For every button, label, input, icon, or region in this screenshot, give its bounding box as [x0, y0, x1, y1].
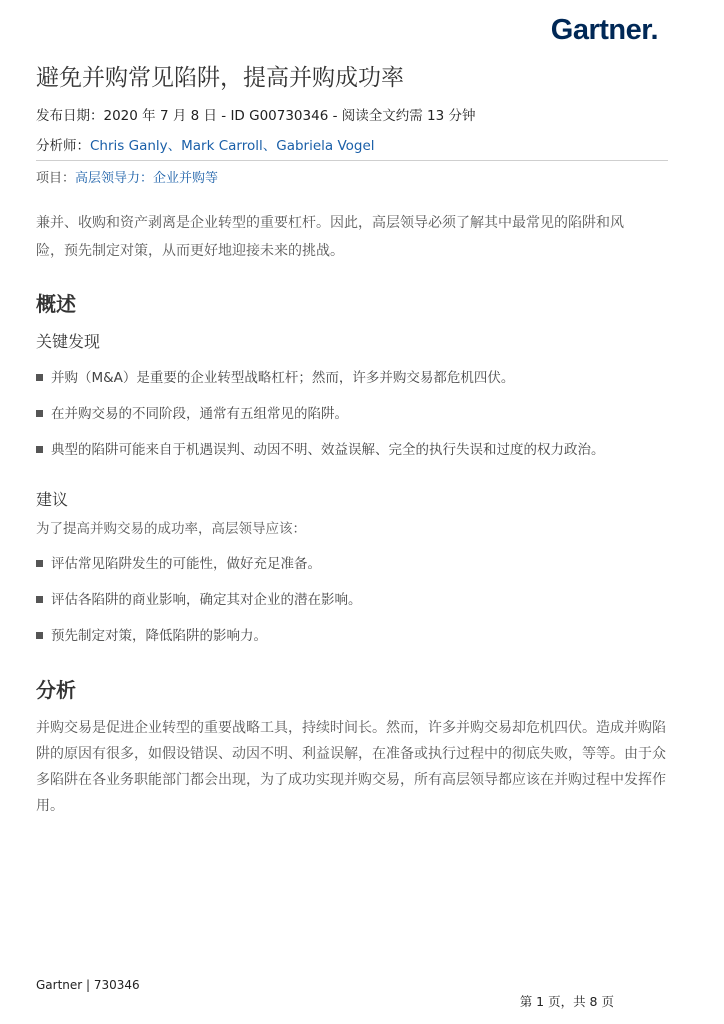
recommendations-heading: 建议 — [36, 490, 69, 509]
footer-doc-id: Gartner | 730346 — [36, 978, 140, 992]
list-item: 预先制定对策，降低陷阱的影响力。 — [36, 623, 641, 649]
key-findings-heading: 关键发现 — [36, 332, 101, 351]
summary-paragraph: 兼并、收购和资产剥离是企业转型的重要杠杆。因此，高层领导必须了解其中最常见的陷阱和风险，预先制定对策，从而更好地迎接未来的挑战。 — [36, 215, 624, 259]
bullet-icon — [36, 596, 43, 603]
document-body — [36, 60, 668, 819]
analysis-paragraph: 并购交易是促进企业转型的重要战略工具，持续时间长。然而，许多并购交易却危机四伏。造成并购陷阱的原因有很多，如假设错误、动因不明、利益误解，在准备或执行过程中的彻底失败，等等。由于众多陷阱在各业务职能部门都会出现，为了成功实现并购交易，所有高层领导都应该在并购过程中发挥作用。 — [36, 720, 666, 814]
recommendations-list — [36, 551, 668, 649]
bullet-icon — [36, 446, 43, 453]
analysts-label: 分析师： — [36, 138, 90, 154]
list-item: 并购（M&A）是重要的企业转型战略杠杆；然而，许多并购交易都危机四伏。 — [36, 365, 641, 391]
list-item: 在并购交易的不同阶段，通常有五组常见的陷阱。 — [36, 401, 641, 427]
list-item: 典型的陷阱可能来自于机遇误判、动因不明、效益误解、完全的执行失误和过度的权力政治。 — [36, 437, 641, 463]
project-line — [36, 169, 668, 189]
gartner-logo: Gartner. — [550, 14, 658, 46]
list-item: 评估各陷阱的商业影响，确定其对企业的潜在影响。 — [36, 587, 641, 613]
page-number: 第 1 页，共 8 页 — [519, 994, 614, 1009]
bullet-icon — [36, 410, 43, 417]
bullet-icon — [36, 560, 43, 567]
publication-info: 发布日期：2020 年 7 月 8 日 - ID G00730346 - 阅读全文约需 13 分钟 — [36, 108, 476, 124]
document-title: 避免并购常见陷阱，提高并购成功率 — [36, 65, 404, 91]
analysis-heading: 分析 — [36, 678, 76, 702]
bullet-icon — [36, 632, 43, 639]
key-findings-list — [36, 365, 668, 463]
analysts-links[interactable]: Chris Ganly、Mark Carroll、Gabriela Vogel — [90, 138, 375, 154]
project-label: 项目： — [36, 171, 76, 186]
bullet-icon — [36, 374, 43, 381]
analysts-line — [36, 136, 668, 161]
project-link[interactable]: 高层领导力：企业并购等 — [75, 171, 219, 186]
list-item: 评估常见陷阱发生的可能性，做好充足准备。 — [36, 551, 641, 577]
recommendations-intro: 为了提高并购交易的成功率，高层领导应该： — [36, 521, 306, 537]
overview-heading: 概述 — [36, 292, 76, 316]
